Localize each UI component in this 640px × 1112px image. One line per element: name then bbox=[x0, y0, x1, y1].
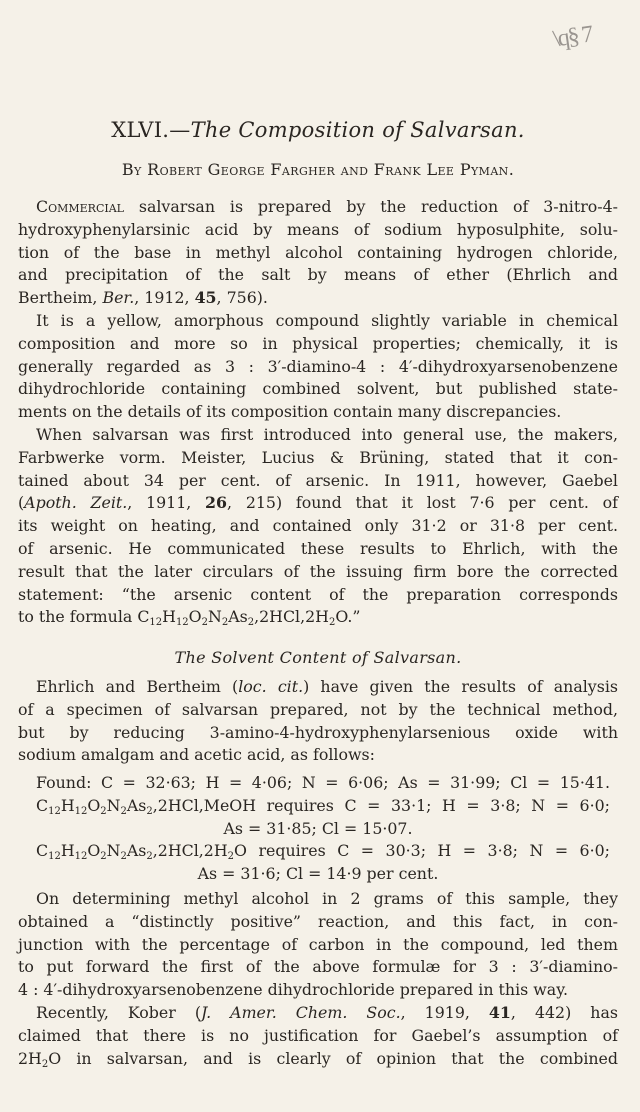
requires-line-cont: As = 31·85; Cl = 15·07. bbox=[223, 818, 413, 838]
text-line: It is a yellow, amorphous compound slightly variable in chemical bbox=[36, 311, 618, 330]
text-line: its weight on heating, and contained only 31·2 or 31·8 per cent. bbox=[18, 516, 618, 536]
text-line: Recently, Kober (J. Amer. Chem. Soc., 1919, 41, 442) has bbox=[36, 1003, 619, 1022]
text-line: to put forward the first of the above formulæ for 3 : 3′-diamino- bbox=[18, 957, 618, 977]
text-line: (Apoth. Zeit., 1911, 26, 215) found that it lost 7·6 per cent. of bbox=[18, 493, 618, 513]
text-line: Ehrlich and Bertheim (loc. cit.) have given the results of analysis bbox=[36, 677, 618, 696]
text-line: When salvarsan was first introduced into general use, the makers, bbox=[36, 425, 618, 444]
paragraph-3 bbox=[18, 424, 618, 629]
analysis-results bbox=[18, 772, 618, 886]
journal-page bbox=[18, 0, 618, 1112]
paragraph-4 bbox=[18, 676, 618, 767]
text-line: tained about 34 per cent. of arsenic. In 1911, however, Gaebel bbox=[18, 470, 618, 490]
text-line: generally regarded as 3 : 3′-diamino-4 : 4′-dihydroxyarsenobenzene bbox=[18, 356, 618, 376]
found-line: Found: C = 32·63; H = 4·06; N = 6·06; As = 31·99; Cl = 15·41. bbox=[36, 773, 610, 792]
text-line: junction with the percentage of carbon in the compound, led them bbox=[18, 934, 618, 954]
text-line: but by reducing 3-amino-4-hydroxyphenylarsenious oxide with bbox=[18, 722, 618, 742]
text-line: claimed that there is no justification for Gaebel’s assumption of bbox=[18, 1025, 618, 1045]
formula-line: to the formula $C_{12}H_{12}O_2N_2As_2,2HCl,2H_2O$.” bbox=[18, 607, 361, 629]
text-line: Commercial salvarsan is prepared by the reduction of 3-nitro-4- bbox=[36, 197, 618, 216]
paragraph-2 bbox=[18, 310, 618, 424]
handwritten-margin-mark: \q§ 7 bbox=[551, 21, 594, 53]
title-number: XLVI.— bbox=[111, 118, 191, 142]
text-line: On determining methyl alcohol in 2 grams of this sample, they bbox=[36, 889, 618, 908]
text-line: dihydrochloride containing combined solvent, but published state- bbox=[18, 379, 618, 399]
text-line: sodium amalgam and acetic acid, as follows: bbox=[18, 745, 375, 765]
paragraph-6 bbox=[18, 1002, 618, 1070]
article-title bbox=[18, 118, 618, 142]
text-line: and precipitation of the salt by means of ether (Ehrlich and bbox=[18, 265, 618, 285]
text-line: of a specimen of salvarsan prepared, not by the technical method, bbox=[18, 699, 618, 719]
text-line: composition and more so in physical properties; chemically, it is bbox=[18, 333, 618, 353]
byline: By Robert George Fargher and Frank Lee Pyman. bbox=[121, 160, 515, 179]
paragraph-5 bbox=[18, 888, 618, 1002]
text-line: tion of the base in methyl alcohol containing hydrogen chloride, bbox=[18, 242, 618, 262]
requires-line: $C_{12}H_{12}O_2N_2As_2,2HCl,MeOH$ requires C = 33·1; H = 3·8; N = 6·0; bbox=[36, 795, 610, 817]
text-line: hydroxyphenylarsinic acid by means of sodium hyposulphite, solu- bbox=[18, 219, 618, 239]
text-line: ments on the details of its composition contain many discrepancies. bbox=[18, 402, 562, 422]
text-line: Farbwerke vorm. Meister, Lucius & Brüning, stated that it con- bbox=[18, 447, 618, 467]
text-line: of arsenic. He communicated these results to Ehrlich, with the bbox=[18, 538, 618, 558]
text-line: statement: “the arsenic content of the preparation corresponds bbox=[18, 584, 618, 604]
requires-line: $C_{12}H_{12}O_2N_2As_2,2HCl,2H_2O$ requires C = 30·3; H = 3·8; N = 6·0; bbox=[36, 841, 610, 863]
text-line: 4 : 4′-dihydroxyarsenobenzene dihydrochloride prepared in this way. bbox=[18, 980, 569, 1000]
section-heading: The Solvent Content of Salvarsan. bbox=[174, 648, 462, 667]
text-line: obtained a “distinctly positive” reaction, and this fact, in con- bbox=[18, 911, 618, 931]
text-line: result that the later circulars of the issuing firm bore the corrected bbox=[18, 561, 618, 581]
title-text: The Composition of Salvarsan. bbox=[190, 118, 525, 142]
text-line: $2H_2O$ in salvarsan, and is clearly of opinion that the combined bbox=[18, 1048, 618, 1070]
requires-line-cont: As = 31·6; Cl = 14·9 per cent. bbox=[197, 864, 439, 884]
paragraph-1 bbox=[18, 196, 618, 310]
text-line: Bertheim, Ber., 1912, 45, 756). bbox=[18, 288, 268, 308]
